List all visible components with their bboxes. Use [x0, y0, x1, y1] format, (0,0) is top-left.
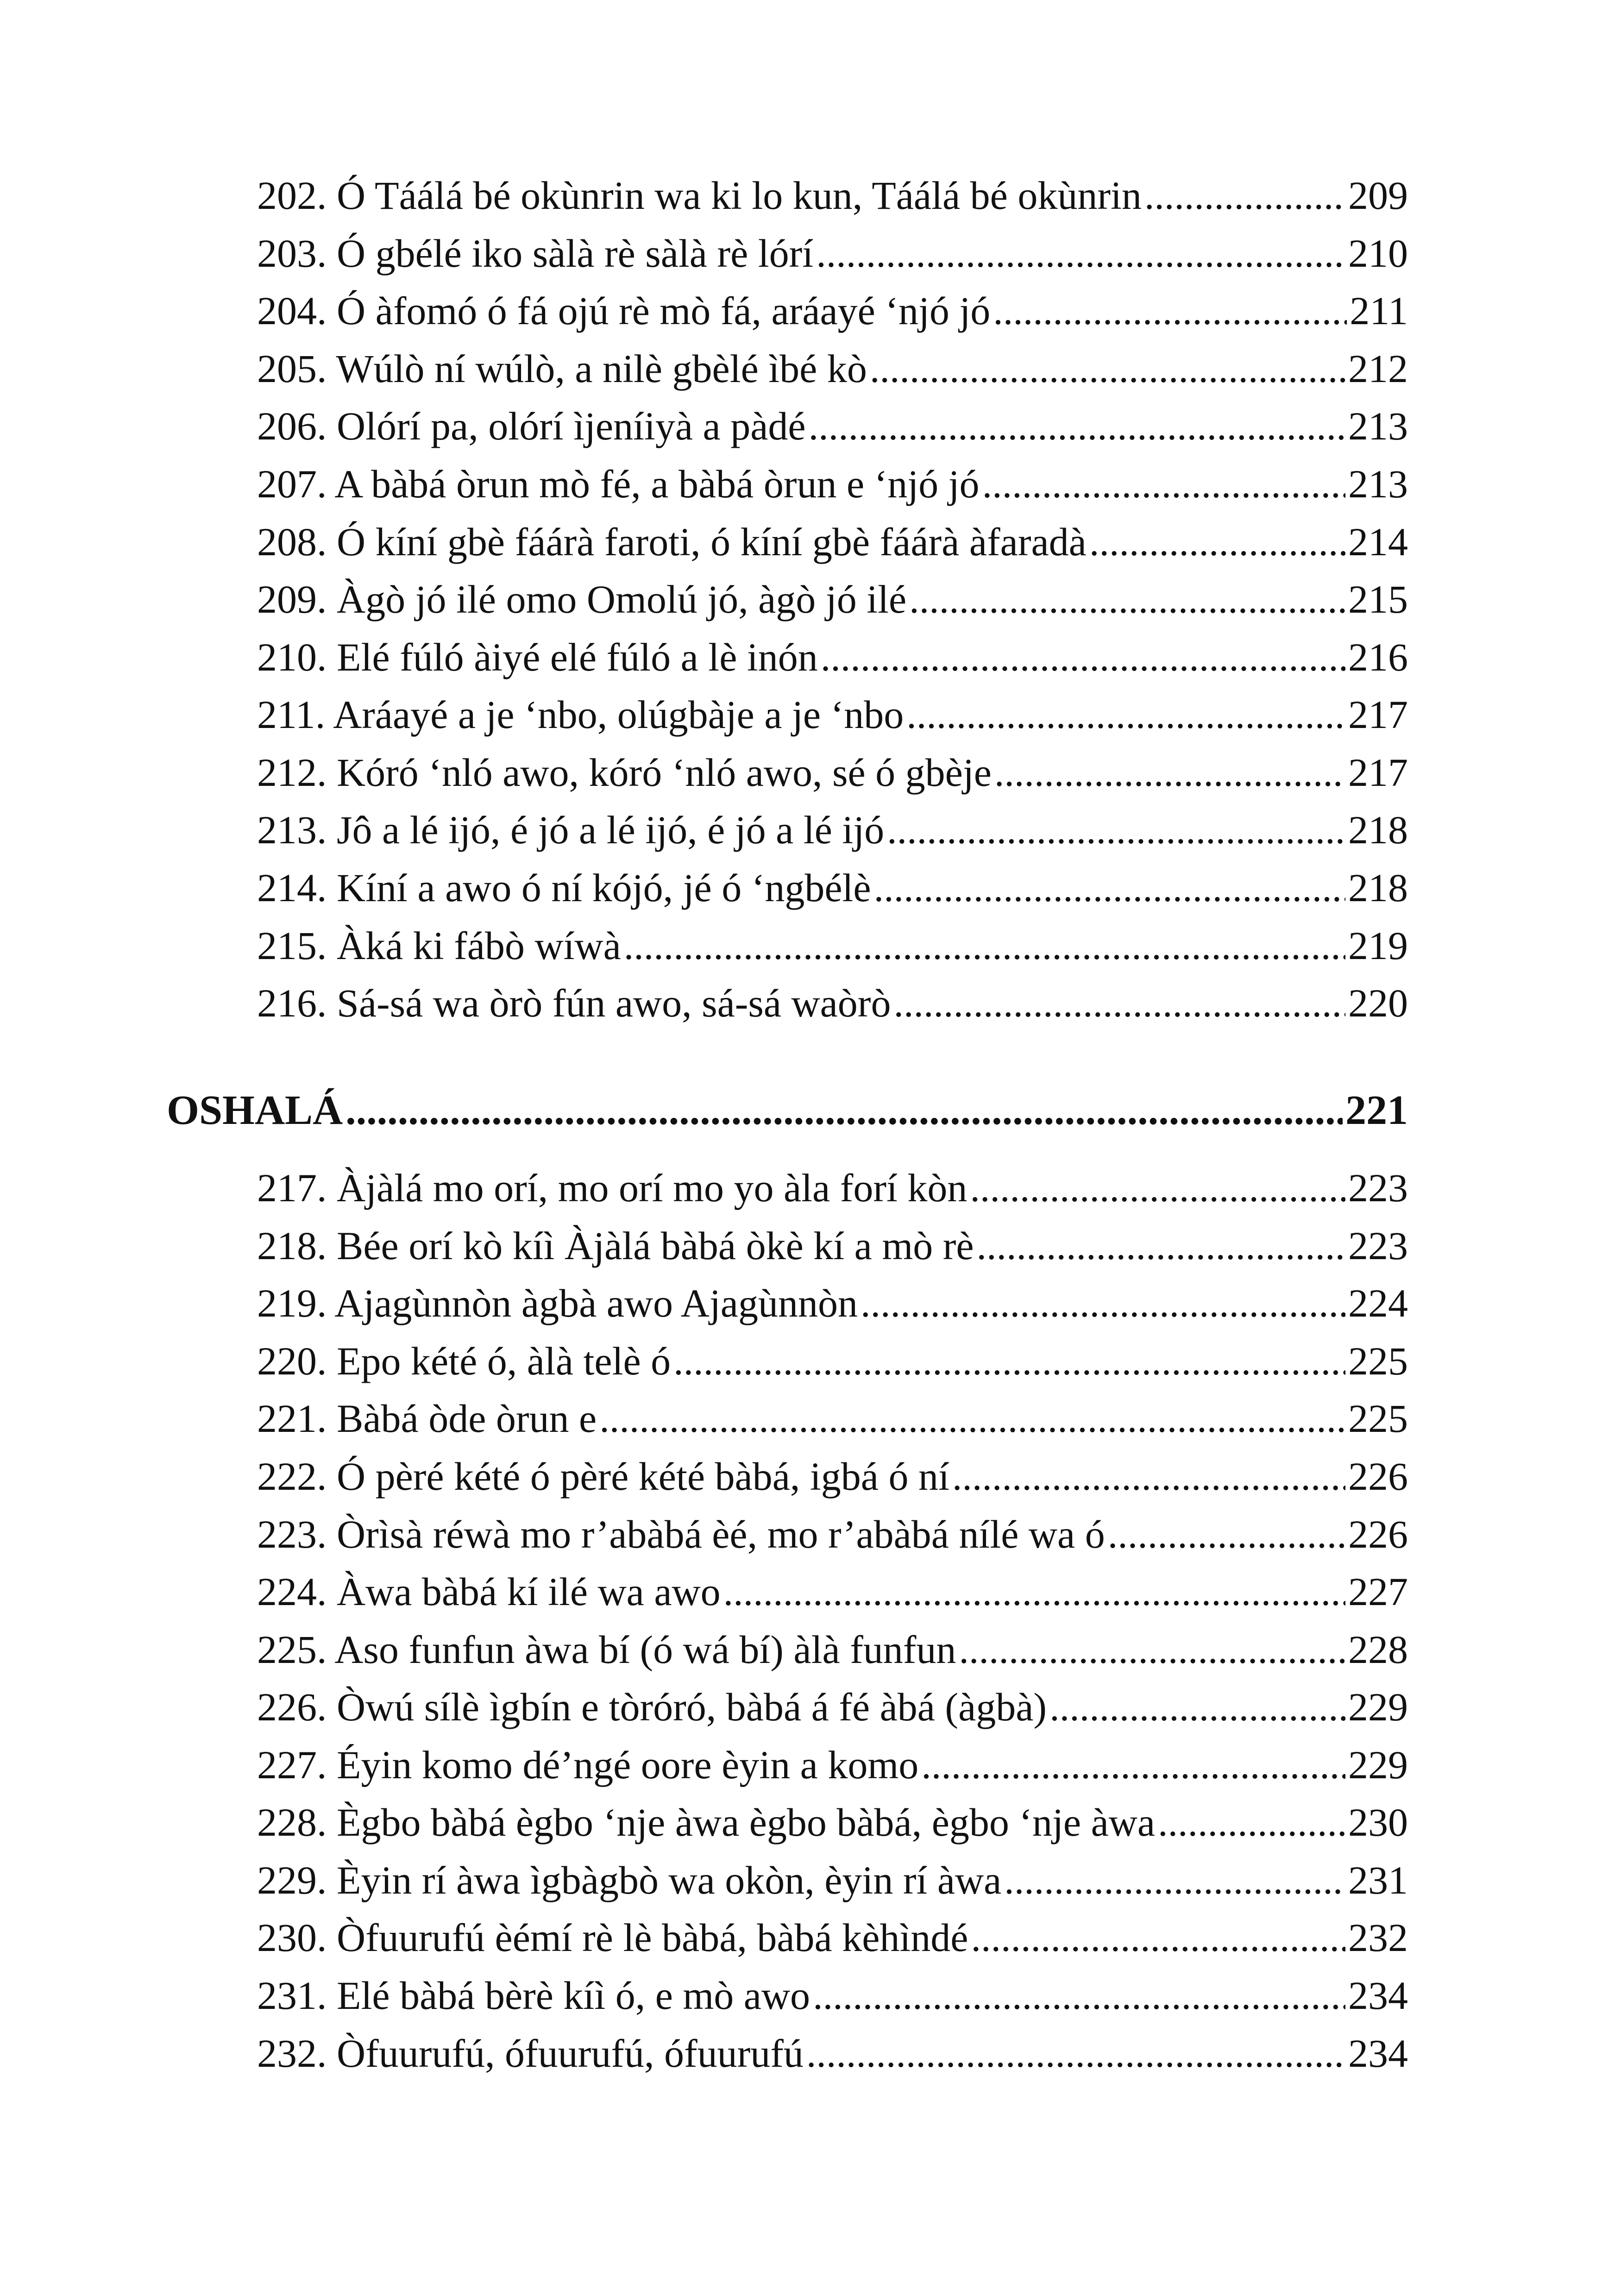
toc-entry-title: 211. Aráayé a je ‘nbo, olúgbàje a je ‘nbo — [257, 692, 904, 737]
toc-entry-title: 208. Ó kíní gbè fáárà faroti, ó kíní gbè fáárà àfaradà — [257, 520, 1087, 564]
toc-entry-title: 206. Olórí pa, olórí ìjeníiyà a pàdé — [257, 404, 806, 448]
toc-entry-page: 213 — [1348, 404, 1408, 448]
toc-entry — [257, 571, 1408, 627]
toc-entry — [257, 1794, 1408, 1850]
toc-entry-title: 218. Bée orí kò kíì Àjàlá bàbá òkè kí a mò rè — [257, 1223, 974, 1268]
leader-dots — [874, 860, 1345, 916]
leader-dots — [806, 2026, 1345, 2081]
leader-dots — [893, 975, 1345, 1031]
leader-dots — [977, 1218, 1345, 1273]
toc-entry-page: 218 — [1348, 866, 1408, 910]
leader-dots — [1144, 168, 1345, 223]
toc-entry — [257, 860, 1408, 916]
toc-entry — [257, 1333, 1408, 1389]
toc-entry-page: 213 — [1348, 462, 1408, 506]
toc-entry — [257, 1737, 1408, 1793]
toc-entry-title: 204. Ó àfomó ó fá ojú rè mò fá, aráayé ‘njó jó — [257, 289, 991, 333]
toc-entry-title: 232. Òfuurufú, ófuurufú, ófuurufú — [257, 2031, 804, 2076]
toc-section-heading — [167, 1080, 1408, 1141]
toc-entry — [257, 514, 1408, 570]
toc-entry-title: 212. Kóró ‘nló awo, kóró ‘nló awo, sé ó gbèje — [257, 750, 992, 795]
toc-entry-title: 213. Jô a lé ijó, é jó a lé ijó, é jó a lé ijó — [257, 808, 885, 852]
toc-entry-title: 227. Éyin komo dé’ngé oore èyin a komo — [257, 1743, 919, 1787]
toc-entry-title: 205. Wúlò ní wúlò, a nilè gbèlé ìbé kò — [257, 346, 867, 391]
toc-entry-page: 220 — [1348, 981, 1408, 1025]
toc-entry-title: 209. Àgò jó ilé omo Omolú jó, àgò jó ilé — [257, 577, 907, 621]
toc-entry — [257, 168, 1408, 223]
toc-entry-page: 226 — [1348, 1454, 1408, 1499]
toc-entry-title: 231. Elé bàbá bèrè kíì ó, e mò awo — [257, 1973, 810, 2018]
leader-dots — [346, 1080, 1343, 1141]
toc-entry — [257, 1449, 1408, 1504]
leader-dots — [599, 1391, 1345, 1446]
toc-entry-page: 229 — [1348, 1685, 1408, 1729]
toc-entry — [257, 1275, 1408, 1331]
toc-entry-page: 215 — [1348, 577, 1408, 621]
leader-dots — [993, 283, 1347, 339]
toc-entry — [257, 975, 1408, 1031]
toc-entry-title: 221. Bàbá òde òrun e — [257, 1396, 597, 1441]
toc-entry — [257, 1564, 1408, 1619]
toc-entry-page: 210 — [1348, 231, 1408, 276]
toc-entry-page: 212 — [1348, 346, 1408, 391]
toc-entry — [257, 1160, 1408, 1216]
toc-entry — [257, 1852, 1408, 1908]
toc-entry-title: 230. Òfuurufú èémí rè lè bàbá, bàbá kèhìndé — [257, 1915, 968, 1960]
leader-dots — [921, 1737, 1345, 1793]
toc-entry-page: 225 — [1348, 1339, 1408, 1383]
section-page: 221 — [1345, 1087, 1408, 1133]
leader-dots — [952, 1449, 1345, 1504]
toc-entry-title: 202. Ó Táálá bé okùnrin wa ki lo kun, Táálá bé okùnrin — [257, 173, 1142, 218]
toc-entry-page: 234 — [1348, 2031, 1408, 2076]
toc-entry-page: 228 — [1348, 1627, 1408, 1672]
toc-entry-title: 210. Elé fúló àiyé elé fúló a lè inón — [257, 635, 818, 679]
toc-entry — [257, 918, 1408, 973]
toc-entry-page: 219 — [1348, 923, 1408, 968]
toc-entry-page: 231 — [1348, 1858, 1408, 1902]
toc-entry-page: 216 — [1348, 635, 1408, 679]
toc-entry-title: 222. Ó pèré kété ó pèré kété bàbá, igbá ó ní — [257, 1454, 949, 1499]
leader-dots — [887, 802, 1345, 858]
leader-dots — [1004, 1852, 1345, 1908]
toc-entry — [257, 1910, 1408, 1965]
toc-entry-title: 214. Kíní a awo ó ní kójó, jé ó ‘ngbélè — [257, 866, 871, 910]
toc-entry — [257, 341, 1408, 396]
toc-entry-title: 223. Òrìsà réwà mo r’abàbá èé, mo r’abàbá nílé wa ó — [257, 1512, 1105, 1556]
toc-entry-title: 225. Aso funfun àwa bí (ó wá bí) àlà funfun — [257, 1627, 956, 1672]
leader-dots — [816, 226, 1345, 281]
toc-entry-page: 218 — [1348, 808, 1408, 852]
toc-entry — [257, 629, 1408, 685]
toc-entry — [257, 687, 1408, 742]
toc-entry-title: 224. Àwa bàbá kí ilé wa awo — [257, 1569, 721, 1614]
leader-dots — [982, 456, 1345, 512]
toc-entry-page: 234 — [1348, 1973, 1408, 2018]
toc-entry-page: 211 — [1350, 289, 1408, 333]
leader-dots — [1049, 1679, 1345, 1735]
leader-dots — [970, 1160, 1345, 1216]
leader-dots — [906, 687, 1345, 742]
toc-entry — [257, 398, 1408, 454]
leader-dots — [1089, 514, 1345, 570]
toc-entry-title: 219. Ajagùnnòn àgbà awo Ajagùnnòn — [257, 1281, 858, 1325]
toc-entry-title: 216. Sá-sá wa òrò fún awo, sá-sá waòrò — [257, 981, 891, 1025]
toc-entry-page: 225 — [1348, 1396, 1408, 1441]
leader-dots — [1108, 1506, 1345, 1562]
toc-entry — [257, 1391, 1408, 1446]
toc-entry — [257, 283, 1408, 339]
toc-entry — [257, 802, 1408, 858]
leader-dots — [813, 1968, 1345, 2023]
toc-entry — [257, 1679, 1408, 1735]
toc-entry-page: 229 — [1348, 1743, 1408, 1787]
toc-entry-title: 215. Àká ki fábò wíwà — [257, 923, 621, 968]
toc-entry-title: 207. A bàbá òrun mò fé, a bàbá òrun e ‘njó jó — [257, 462, 980, 506]
leader-dots — [809, 398, 1345, 454]
toc-entry — [257, 1968, 1408, 2023]
leader-dots — [959, 1622, 1345, 1677]
toc-entry-page: 223 — [1348, 1166, 1408, 1210]
toc-entry-page: 232 — [1348, 1915, 1408, 1960]
toc-entry-page: 226 — [1348, 1512, 1408, 1556]
toc-entry — [257, 226, 1408, 281]
leader-dots — [870, 341, 1345, 396]
leader-dots — [1158, 1794, 1345, 1850]
leader-dots — [861, 1275, 1345, 1331]
toc-entry-title: 226. Òwú sílè ìgbín e tòróró, bàbá á fé àbá (àgbà) — [257, 1685, 1047, 1729]
toc-entry-page: 223 — [1348, 1223, 1408, 1268]
toc-entry-page: 214 — [1348, 520, 1408, 564]
leader-dots — [624, 918, 1345, 973]
leader-dots — [723, 1564, 1345, 1619]
toc-entry-title: 229. Èyin rí àwa ìgbàgbò wa okòn, èyin rí àwa — [257, 1858, 1002, 1902]
toc-entry-title: 220. Epo kété ó, àlà telè ó — [257, 1339, 671, 1383]
leader-dots — [909, 571, 1345, 627]
toc-entry — [257, 745, 1408, 800]
leader-dots — [994, 745, 1345, 800]
leader-dots — [821, 629, 1345, 685]
toc-entry — [257, 1506, 1408, 1562]
toc-entry-page: 230 — [1348, 1800, 1408, 1844]
toc-entry-page: 209 — [1348, 173, 1408, 218]
section-title: OSHALÁ — [167, 1087, 343, 1133]
toc-entry-title: 203. Ó gbélé iko sàlà rè sàlà rè lórí — [257, 231, 814, 276]
leader-dots — [673, 1333, 1345, 1389]
toc-entry — [257, 2026, 1408, 2081]
toc-entry — [257, 1622, 1408, 1677]
leader-dots — [971, 1910, 1345, 1965]
toc-entry-page: 217 — [1348, 692, 1408, 737]
toc-entry — [257, 1218, 1408, 1273]
toc-entry-title: 217. Àjàlá mo orí, mo orí mo yo àla forí kòn — [257, 1166, 968, 1210]
toc-entry-page: 227 — [1348, 1569, 1408, 1614]
toc-entry-page: 217 — [1348, 750, 1408, 795]
toc-entry-page: 224 — [1348, 1281, 1408, 1325]
toc-entry — [257, 456, 1408, 512]
toc-entry-title: 228. Ègbo bàbá ègbo ‘nje àwa ègbo bàbá, ègbo ‘nje àwa — [257, 1800, 1156, 1844]
